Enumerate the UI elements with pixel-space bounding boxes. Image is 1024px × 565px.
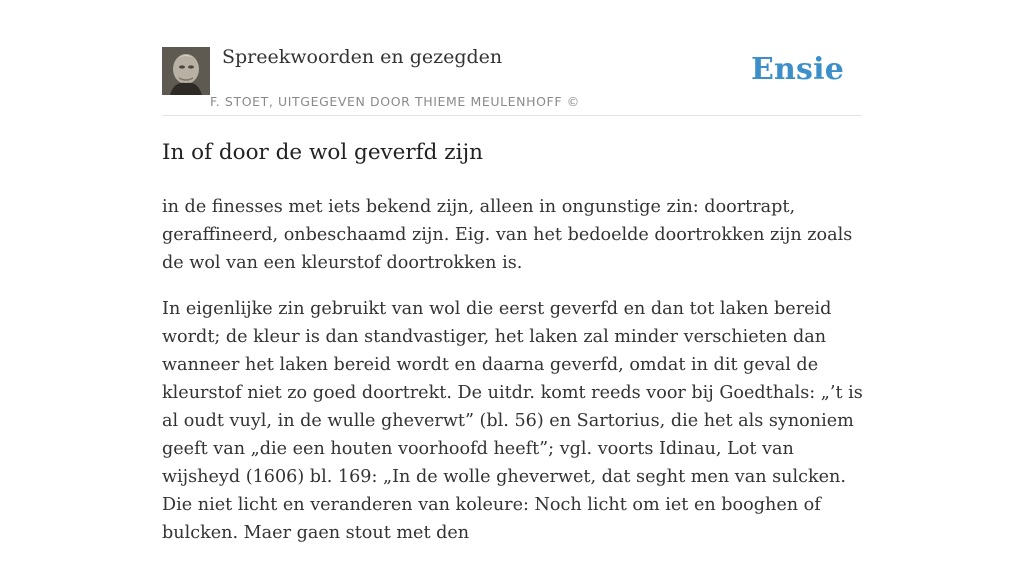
entry-paragraph-2: In eigenlijke zin gebruikt van wol die eerst geverfd en dan tot laken bereid wordt; de kleur is dan standvastiger, het laken zal minder verschieten dan wanneer het laken bereid wordt en daarna geverfd, omdat in dit geval de kleurstof niet zo goed doortrekt. De uitdr. komt reeds voor bij Goedthals: „’t is al oudt vuyl, in de wulle gheverwt” (bl. 56) en Sartorius, die het als synoniem geeft van „die een houten voorhoofd heeft”; vgl. voorts Idinau, Lot van wijsheyd (1606) bl. 169: „In de wolle gheverwet, dat seght men van sulcken. Die niet licht en veranderen van koleure: Noch licht om iet en booghen of bulcken. Maer gaen stout met den (162, 299, 863, 543)
entry-paragraph-1: in de finesses met iets bekend zijn, alleen in ongunstige zin: doortrapt, geraffineerd, onbeschaamd zijn. Eig. van het bedoelde doortrokken zijn zoals de wol van een kleurstof doortrokken is. (162, 197, 853, 273)
entry-content (162, 193, 867, 565)
entry-title: In of door de wol geverfd zijn (162, 140, 483, 165)
source-title[interactable]: Spreekwoorden en gezegden (222, 46, 503, 68)
author-portrait-icon[interactable] (162, 47, 210, 95)
ensie-logo[interactable]: Ensie (750, 52, 844, 87)
source-credit: F. STOET, UITGEGEVEN DOOR THIEME MEULENHOFF © (210, 94, 580, 109)
source-header (162, 46, 862, 116)
